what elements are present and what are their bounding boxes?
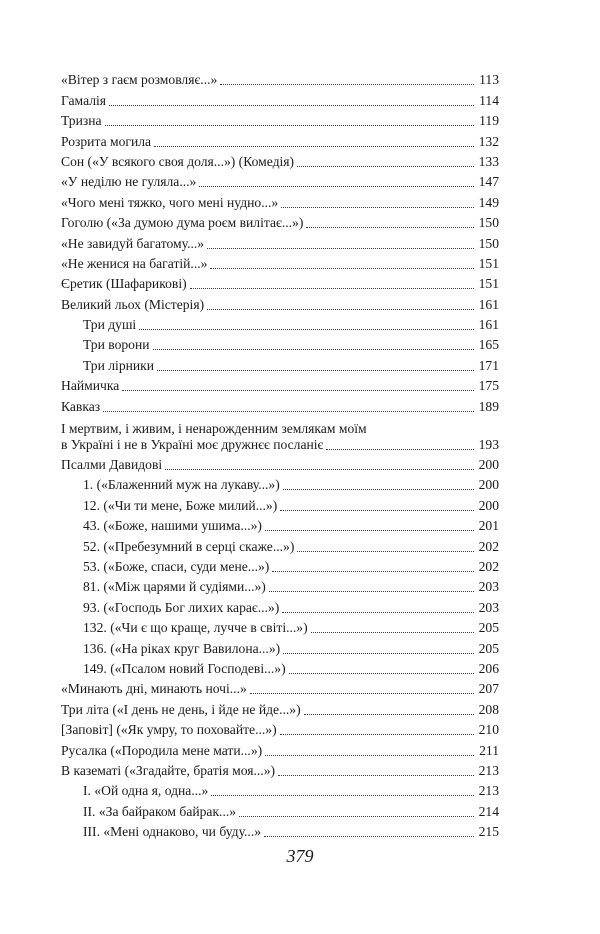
dot-leader [165,469,474,470]
toc-entry-title: Гоголю («За думою дума роєм вилітає...») [61,215,304,231]
dot-leader [250,693,474,694]
toc-entry [61,697,499,717]
toc-entry [61,595,499,615]
toc-entry-title: Псалми Давидові [61,457,163,473]
toc-entry-title: 53. («Боже, спаси, суди мене...») [83,558,270,574]
toc-entry-page: 189 [478,398,499,414]
dot-leader [311,632,474,633]
toc-entry [61,677,499,697]
toc-entry-title: І мертвим, і живим, і ненарожденним землякам моїм [61,420,367,436]
toc-entry-page: 171 [478,357,499,373]
dot-leader [265,530,474,531]
toc-entry-page: 150 [478,215,499,231]
toc-entry-title: 93. («Господь Бог лихих карає...») [83,599,280,615]
dot-leader [139,329,474,330]
toc-entry-page: 214 [478,803,499,819]
dot-leader [278,775,474,776]
toc-entry-title: 43. («Боже, нашими ушима...») [83,518,262,534]
toc-entry-page: 202 [478,538,499,554]
dot-leader [283,653,474,654]
toc-entry [61,820,499,840]
toc-entry [61,415,499,453]
toc-entry-page: 133 [478,153,499,169]
toc-entry-page: 200 [478,497,499,513]
toc-entry [61,170,499,190]
toc-entry [61,292,499,312]
toc-entry-page: 213 [478,762,499,778]
toc-entry-page: 165 [478,337,499,353]
toc-entry-page: 203 [478,579,499,595]
dot-leader [154,146,474,147]
toc-entry [61,473,499,493]
dot-leader [220,84,474,85]
dot-leader [153,349,474,350]
toc-entry-title: Наймичка [61,378,120,394]
dot-leader [122,390,474,391]
toc-entry-title: Розрита могила [61,133,152,149]
toc-entry-title: [Заповіт] («Як умру, то поховайте...») [61,722,277,738]
dot-leader [297,166,474,167]
toc-entry [61,353,499,373]
dot-leader [109,105,474,106]
toc-entry-page: 114 [479,92,499,108]
toc-entry-title: Три душі [83,317,137,333]
toc-entry-title: Три літа («І день не день, і йде не йде...») [61,701,301,717]
toc-entry-title: «У неділю не гуляла...» [61,174,197,190]
dot-leader [289,673,474,674]
toc-entry-page: 215 [478,824,499,840]
toc-entry-title: 136. («На ріках круг Вавилона...») [83,640,281,656]
dot-leader [239,816,474,817]
page-number: 379 [286,846,314,866]
toc-entry-page: 151 [478,255,499,271]
toc-entry-title: 149. («Псалом новий Господеві...») [83,660,286,676]
toc-entry-title: «Минають дні, минають ночі...» [61,681,247,697]
toc-entry-title-continued: в Україні і не в Україні моє дружнєє посланіє [61,436,324,452]
dot-leader [280,734,474,735]
dot-leader [264,836,474,837]
toc-entry-title: Гамалія [61,92,107,108]
toc-entry-page: 151 [478,276,499,292]
toc-entry [61,333,499,353]
toc-entry-page: 161 [478,317,499,333]
toc-entry-title: «Чого мені тяжко, чого мені нудно...» [61,194,279,210]
toc-entry [61,88,499,108]
toc-entry [61,575,499,595]
dot-leader [157,370,474,371]
dot-leader [326,449,474,450]
dot-leader [272,571,474,572]
toc-entry [61,109,499,129]
dot-leader [281,207,474,208]
toc-entry [61,453,499,473]
toc-entry-page: 119 [479,113,499,129]
toc-entry-page: 201 [478,518,499,534]
toc-entry-page: 200 [478,477,499,493]
toc-entry [61,190,499,210]
toc-entry-page: 203 [478,599,499,615]
toc-entry-title: III. «Мені однаково, чи буду...» [83,824,262,840]
dot-leader [280,510,474,511]
toc-entry-title: 132. («Чи є що краще, лучче в світі...») [83,620,308,636]
toc-entry-title: Русалка («Породила мене мати...») [61,742,263,758]
toc-entry-title: Тризна [61,113,102,129]
dot-leader [190,288,474,289]
toc-entry-page: 149 [478,194,499,210]
toc-entry [61,211,499,231]
dot-leader [304,714,474,715]
toc-entry-page: 147 [478,174,499,190]
toc-entry [61,779,499,799]
toc-entry-title: Єретик (Шафарикові) [61,276,187,292]
toc-entry-title: 81. («Між царями й судіями...») [83,579,266,595]
toc-entry-title: 52. («Пребезумний в серці скаже...») [83,538,295,554]
toc-entry-title: Кавказ [61,398,101,414]
toc-entry [61,759,499,779]
dot-leader [199,186,474,187]
toc-entry-title: 12. («Чи ти мене, Боже милий...») [83,497,278,513]
toc-entry-page: 206 [478,660,499,676]
dot-leader [210,268,474,269]
toc-entry [61,150,499,170]
dot-leader [269,591,474,592]
toc-entry-page: 113 [479,72,499,88]
toc-entry [61,272,499,292]
toc-entry-title: I. «Ой одна я, одна...» [83,783,209,799]
dot-leader [207,309,474,310]
toc-entry [61,738,499,758]
dot-leader [282,612,474,613]
toc-entry-page: 205 [478,640,499,656]
toc-entry [61,231,499,251]
toc-entry-page: 213 [478,783,499,799]
dot-leader [283,489,474,490]
toc-entry [61,68,499,88]
toc-entry-page: 202 [478,558,499,574]
dot-leader [297,551,474,552]
toc-entry-title: Сон («У всякого своя доля...») (Комедія) [61,153,295,169]
toc-entry [61,657,499,677]
toc-entry-title: II. «За байраком байрак...» [83,803,237,819]
toc-entry-page: 175 [478,378,499,394]
toc-entry [61,129,499,149]
toc-entry-title: 1. («Блаженний муж на лукаву...») [83,477,280,493]
toc-entry-title: В казематі («Згадайте, братія моя...») [61,762,276,778]
toc-entry-page: 208 [478,701,499,717]
toc-entry [61,514,499,534]
toc-entry-page: 161 [478,296,499,312]
toc-entry [61,534,499,554]
dot-leader [265,755,474,756]
toc-entry [61,374,499,394]
dot-leader [306,227,474,228]
toc-entry-page: 150 [478,235,499,251]
toc-entry-page: 205 [478,620,499,636]
toc-entry-title: «Вітер з гаєм розмовляє...» [61,72,218,88]
toc-entry-page: 193 [478,436,499,452]
toc-entry-page: 200 [478,457,499,473]
toc-entry [61,252,499,272]
toc-entry-page: 210 [478,722,499,738]
toc-entry [61,636,499,656]
toc-entry [61,718,499,738]
toc-entry-page: 132 [478,133,499,149]
dot-leader [207,248,474,249]
toc-entry-page: 211 [479,742,499,758]
toc-entry [61,394,499,414]
dot-leader [105,125,474,126]
table-of-contents [61,68,499,840]
toc-entry [61,493,499,513]
dot-leader [103,411,474,412]
toc-entry [61,313,499,333]
toc-entry [61,799,499,819]
toc-entry-page: 207 [478,681,499,697]
toc-entry-title: «Не женися на багатій...» [61,255,208,271]
toc-entry [61,616,499,636]
toc-entry-title: Три лірники [83,357,155,373]
toc-entry-title: «Не завидуй багатому...» [61,235,205,251]
toc-entry [61,555,499,575]
dot-leader [211,795,474,796]
toc-entry-title: Великий льох (Містерія) [61,296,205,312]
toc-entry-title: Три ворони [83,337,150,353]
